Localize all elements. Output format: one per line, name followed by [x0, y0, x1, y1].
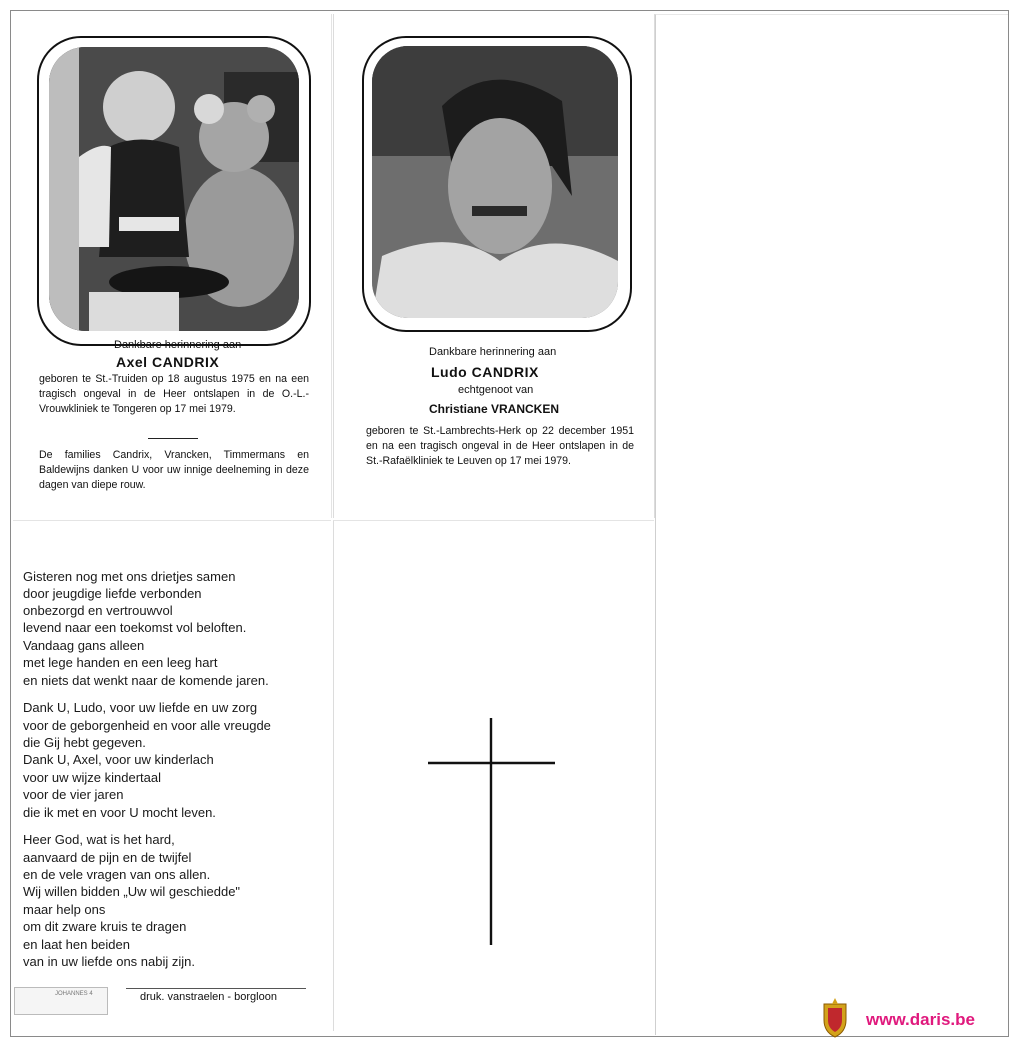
ludo-card: [333, 14, 655, 518]
poem-line: Heer God, wat is het hard,: [23, 832, 175, 847]
axel-name: Axel CANDRIX: [116, 354, 220, 370]
axel-bio: geboren te St.-Truiden op 18 augustus 1975 en na een tragisch ongeval in de Heer ontslapen in de O.-L.-Vrouwkliniek te Tongeren op 17 mei 1979.: [39, 373, 309, 415]
poem-line: om dit zware kruis te dragen: [23, 919, 187, 934]
man-portrait-photo: [372, 46, 618, 318]
site-watermark: www.daris.be: [866, 1010, 975, 1029]
ludo-photo: [372, 46, 618, 318]
poem-line: die ik met en voor U mocht leven.: [23, 805, 216, 820]
cross-card: [333, 520, 654, 1031]
ludo-photo-frame: [362, 36, 632, 332]
poem-line: levend naar een toekomst vol beloften.: [23, 620, 247, 635]
axel-thanks: De families Candrix, Vrancken, Timmermans en Baldewijns danken U voor uw innige deelneming in deze dagen van diepe rouw.: [39, 449, 309, 491]
poem-line: van in uw liefde ons nabij zijn.: [23, 954, 195, 969]
ludo-spouse-intro: echtgenoot van: [458, 384, 534, 396]
poem-line: Dank U, Axel, voor uw kinderlach: [23, 752, 214, 767]
poem-line: Gisteren nog met ons drietjes samen: [23, 569, 236, 584]
ludo-spouse-name: Christiane VRANCKEN: [429, 402, 560, 416]
poem-line: aanvaard de pijn en de twijfel: [23, 850, 192, 865]
printer-credit: druk. vanstraelen - borgloon: [140, 991, 277, 1003]
poem-line: maar help ons: [23, 902, 106, 917]
printer-rule: [126, 988, 306, 989]
printer-logo-text: JOHANNES 4: [55, 991, 93, 997]
poem-line: die Gij hebt gegeven.: [23, 735, 146, 750]
ludo-heading: Dankbare herinnering aan: [429, 346, 557, 358]
poem-line: Dank U, Ludo, voor uw liefde en uw zorg: [23, 700, 258, 715]
ludo-name: Ludo CANDRIX: [431, 364, 539, 380]
poem-line: met lege handen en een leeg hart: [23, 655, 218, 670]
poem-line: onbezorgd en vertrouwvol: [23, 603, 173, 618]
axel-card: [13, 14, 332, 518]
poem-line: Vandaag gans alleen: [23, 638, 145, 653]
printer-logo: [14, 987, 108, 1015]
axel-separator: [148, 438, 198, 439]
poem-line: voor de geborgenheid en voor alle vreugde: [23, 718, 271, 733]
child-with-teddy-photo: [49, 47, 299, 331]
cross-icon: [334, 521, 654, 1031]
crest-icon: [820, 998, 850, 1038]
poem-line: voor de vier jaren: [23, 787, 124, 802]
blank-card: [655, 14, 1008, 1035]
axel-photo: [49, 47, 299, 331]
axel-heading: Dankbare herinnering aan: [114, 339, 242, 351]
axel-photo-frame: [37, 36, 311, 346]
poem-line: en de vele vragen van ons allen.: [23, 867, 211, 882]
poem-line: en laat hen beiden: [23, 937, 130, 952]
ludo-bio: geboren te St.-Lambrechts-Herk op 22 december 1951 en na een tragisch ongeval in de Heer ontslapen in de St.-Rafaëlkliniek te Leuven op 17 mei 1979.: [366, 425, 634, 467]
poem-line: en niets dat wenkt naar de komende jaren.: [23, 673, 269, 688]
poem-line: voor uw wijze kindertaal: [23, 770, 162, 785]
poem-line: door jeugdige liefde verbonden: [23, 586, 202, 601]
poem-line: Wij willen bidden „Uw wil geschiedde": [23, 884, 241, 899]
